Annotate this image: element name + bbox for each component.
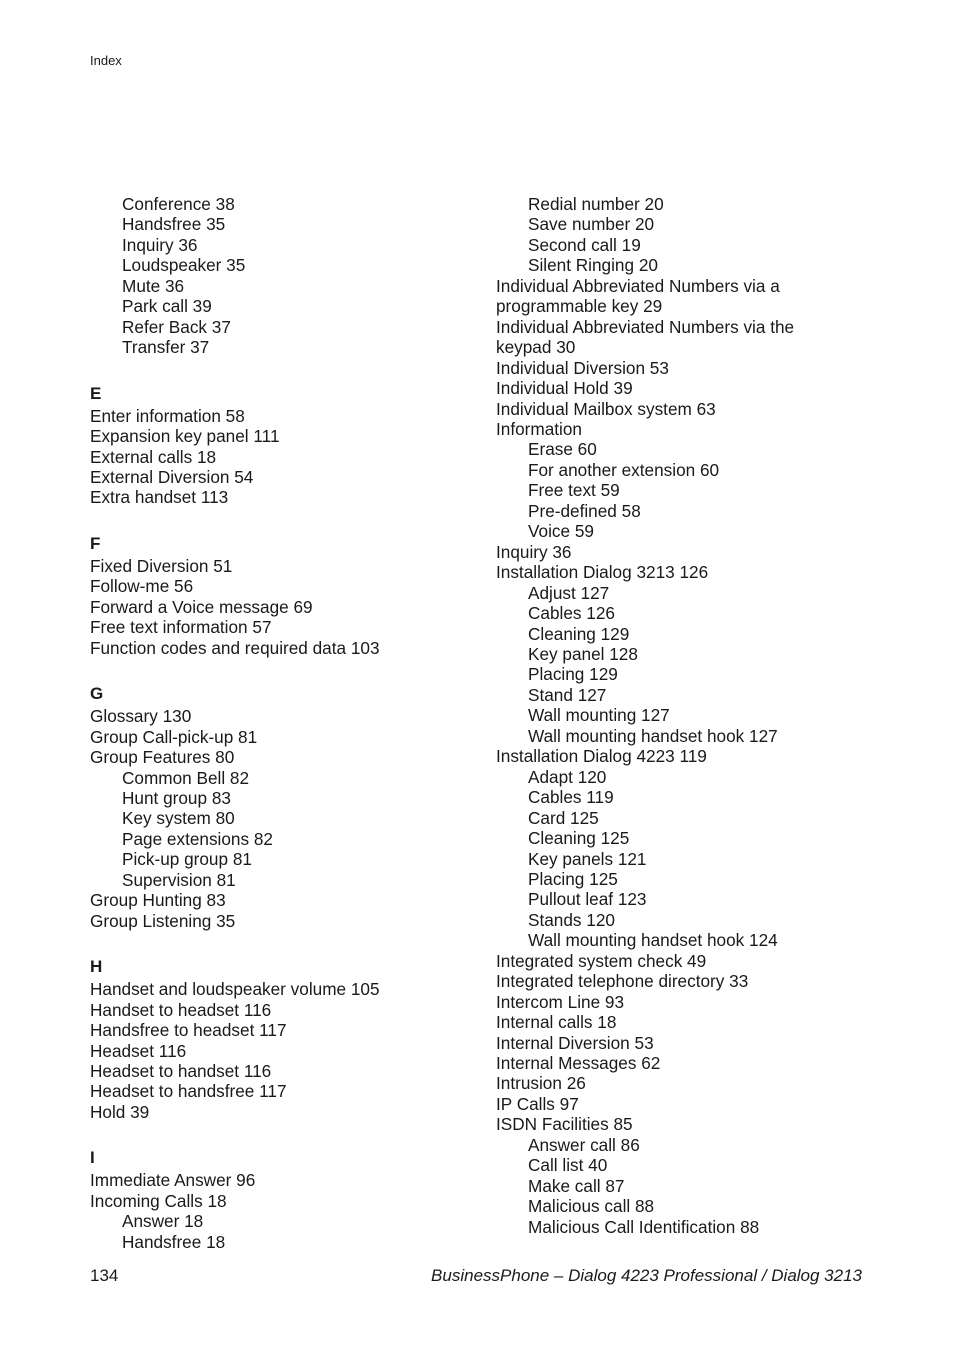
index-entry: Follow-me 56 (90, 576, 194, 597)
index-entry: Group Call-pick-up 81 (90, 726, 258, 747)
index-column-left (90, 194, 480, 1252)
index-entry: Handset to headset 116 (90, 999, 272, 1020)
index-subentry: Mute 36 (122, 275, 185, 296)
document-title: BusinessPhone – Dialog 4223 Professional / Dialog 3213 (431, 1266, 862, 1285)
index-subentry: Silent Ringing 20 (528, 255, 658, 276)
index-group (90, 382, 480, 508)
index-entry: Individual Mailbox system 63 (496, 398, 716, 419)
running-header: Index (90, 53, 122, 68)
index-subentry: Transfer 37 (122, 337, 210, 358)
index-column-right (496, 194, 916, 1237)
index-entry: External Diversion 54 (90, 466, 254, 487)
index-entry: Information (496, 418, 582, 439)
section-letter: I (90, 1148, 95, 1168)
index-entry: Integrated telephone directory 33 (496, 971, 749, 992)
index-subentry: Cleaning 129 (528, 623, 630, 644)
index-subentry: Malicious Call Identification 88 (528, 1216, 760, 1237)
index-subentry: Answer call 86 (528, 1134, 640, 1155)
index-entry: Function codes and required data 103 (90, 637, 380, 658)
index-subentry: Stands 120 (528, 909, 615, 930)
index-entry: Inquiry 36 (496, 541, 572, 562)
index-subentry: Voice 59 (528, 521, 594, 542)
index-group (90, 532, 480, 658)
index-subentry: Stand 127 (528, 684, 607, 705)
index-subentry: Handsfree 35 (122, 214, 226, 235)
index-entry: programmable key 29 (496, 296, 663, 317)
index-subentry: Cleaning 125 (528, 828, 630, 849)
index-subentry: Wall mounting handset hook 127 (528, 725, 778, 746)
index-subentry: Save number 20 (528, 214, 655, 235)
index-entry: Integrated system check 49 (496, 950, 707, 971)
index-subentry: Redial number 20 (528, 194, 664, 214)
index-subentry: Placing 125 (528, 868, 618, 889)
index-entry: Individual Abbreviated Numbers via a (496, 275, 780, 296)
index-entry: Internal calls 18 (496, 1012, 617, 1033)
index-entry: Individual Diversion 53 (496, 357, 669, 378)
index-subentry: Free text 59 (528, 480, 620, 501)
index-group (90, 682, 480, 931)
index-subentry: Pick-up group 81 (122, 849, 252, 870)
index-entry: Expansion key panel 111 (90, 426, 280, 447)
index-subentry: Adapt 120 (528, 766, 607, 787)
index-group (496, 194, 916, 1237)
index-subentry: Common Bell 82 (122, 767, 250, 788)
index-subentry: Make call 87 (528, 1175, 625, 1196)
index-entry: Fixed Diversion 51 (90, 555, 233, 576)
index-entry: Internal Diversion 53 (496, 1032, 654, 1053)
index-subentry: Hunt group 83 (122, 787, 231, 808)
index-entry: Internal Messages 62 (496, 1053, 661, 1074)
index-entry: Hold 39 (90, 1101, 150, 1122)
index-entry: Incoming Calls 18 (90, 1190, 227, 1211)
index-entry: Extra handset 113 (90, 487, 229, 508)
index-entry: Intercom Line 93 (496, 991, 625, 1012)
index-subentry: Key panel 128 (528, 643, 638, 664)
index-subentry: Key system 80 (122, 808, 235, 829)
index-subentry: Inquiry 36 (122, 234, 198, 255)
index-entry: Immediate Answer 96 (90, 1170, 256, 1191)
index-group (90, 1146, 480, 1252)
index-subentry: Adjust 127 (528, 582, 610, 603)
page-number: 134 (90, 1266, 119, 1285)
index-entry: Forward a Voice message 69 (90, 596, 313, 617)
index-subentry: Refer Back 37 (122, 316, 231, 337)
index-subentry: Pullout leaf 123 (528, 889, 647, 910)
index-entry: Glossary 130 (90, 706, 192, 727)
index-entry: Intrusion 26 (496, 1073, 586, 1094)
index-subentry: Card 125 (528, 807, 599, 828)
index-subentry: Page extensions 82 (122, 828, 273, 849)
index-subentry: Second call 19 (528, 234, 641, 255)
index-subentry: Conference 38 (122, 194, 235, 214)
index-subentry: For another extension 60 (528, 459, 720, 480)
index-entry: Headset 116 (90, 1040, 187, 1061)
index-entry: Handset and loudspeaker volume 105 (90, 979, 380, 1000)
index-subentry: Answer 18 (122, 1211, 204, 1232)
section-letter: H (90, 957, 103, 977)
index-subentry: Pre-defined 58 (528, 500, 641, 521)
index-entry: Installation Dialog 4223 119 (496, 746, 707, 767)
section-letter: F (90, 533, 101, 553)
index-entry: Handsfree to headset 117 (90, 1020, 287, 1041)
index-entry: Headset to handset 116 (90, 1060, 272, 1081)
index-entry: Group Listening 35 (90, 910, 236, 931)
index-entry: Enter information 58 (90, 405, 245, 426)
index-entry: Group Features 80 (90, 747, 235, 768)
index-subentry: Cables 119 (528, 787, 614, 808)
index-subentry: Supervision 81 (122, 869, 236, 890)
index-entry: Group Hunting 83 (90, 890, 226, 911)
index-subentry: Call list 40 (528, 1155, 608, 1176)
index-subentry: Key panels 121 (528, 848, 647, 869)
index-entry: Individual Hold 39 (496, 378, 633, 399)
index-entry: Headset to handsfree 117 (90, 1081, 287, 1102)
index-entry: Individual Abbreviated Numbers via the (496, 316, 795, 337)
index-subentry: Placing 129 (528, 664, 618, 685)
index-entry: External calls 18 (90, 446, 217, 467)
index-entry: ISDN Facilities 85 (496, 1114, 633, 1135)
index-subentry: Park call 39 (122, 296, 212, 317)
section-letter: E (90, 383, 102, 403)
index-subentry: Erase 60 (528, 439, 597, 460)
index-entry: keypad 30 (496, 337, 576, 358)
index-subentry: Wall mounting handset hook 124 (528, 930, 778, 951)
index-entry: IP Calls 97 (496, 1093, 579, 1114)
index-subentry: Malicious call 88 (528, 1196, 655, 1217)
index-subentry: Wall mounting 127 (528, 705, 670, 726)
index-entry: Installation Dialog 3213 126 (496, 562, 709, 583)
index-group (90, 955, 480, 1122)
index-group (90, 194, 480, 358)
index-subentry: Handsfree 18 (122, 1231, 226, 1252)
index-subentry: Cables 126 (528, 603, 615, 624)
section-letter: G (90, 684, 104, 704)
index-subentry: Loudspeaker 35 (122, 255, 246, 276)
index-entry: Free text information 57 (90, 617, 272, 638)
